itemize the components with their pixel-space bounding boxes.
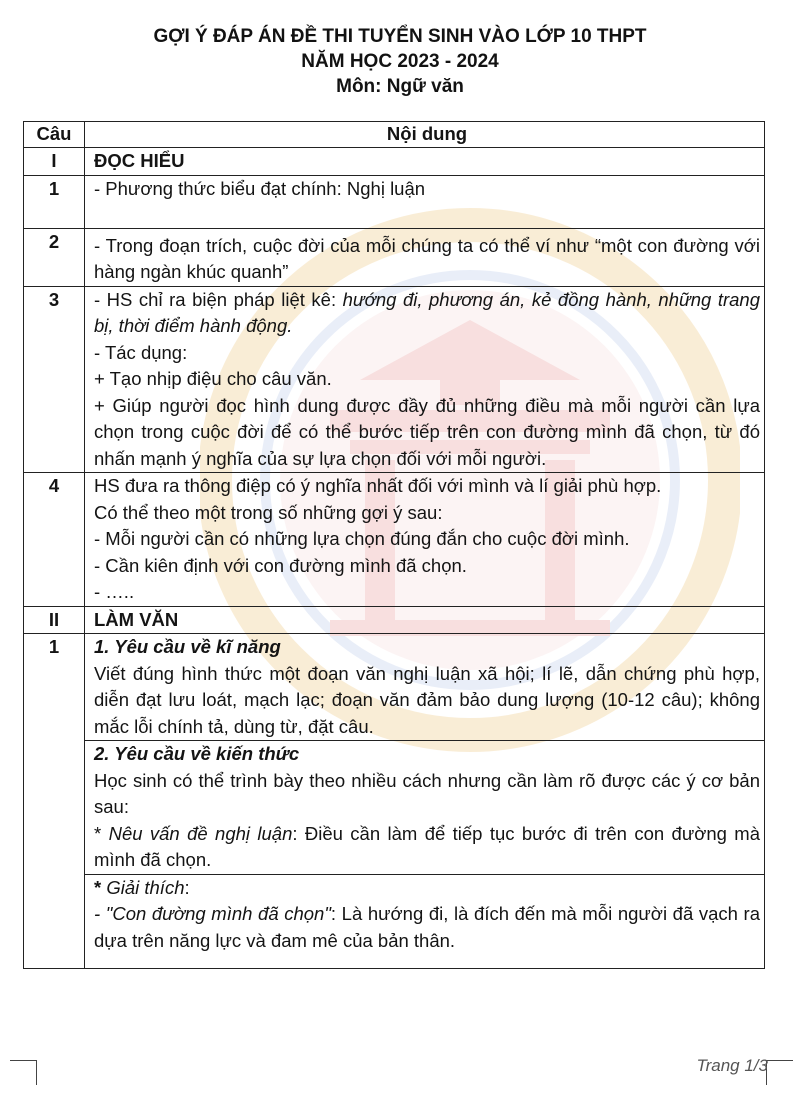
answer-cell	[85, 874, 765, 968]
quoted-phrase: - "Con đường mình đã chọn"	[94, 903, 331, 924]
answer-cell	[85, 286, 765, 473]
question-number: 1	[24, 175, 85, 228]
answer-text: - Phương thức biểu đạt chính: Nghị luận	[85, 175, 765, 228]
requirement-text: Học sinh có thể trình bày theo nhiều cách nhưng cần làm rõ được các ý cơ bản sau:	[94, 769, 760, 817]
page-header	[0, 24, 800, 99]
col-header-noi-dung: Nội dung	[85, 122, 765, 148]
effect-item: + Giúp người đọc hình dung được đầy đủ những điều mà mỗi người cần lựa chọn trong cuộc đời để có thể bước tiếp trên con đường mình đã chọn, từ đó nhấn mạnh ý nghĩa của sự lựa chọn đối với mỗi người.	[94, 394, 760, 469]
effect-heading: - Tác dụng:	[94, 341, 188, 363]
corner-crop-mark	[766, 1060, 793, 1085]
question-number: 4	[24, 473, 85, 607]
answer-line: HS đưa ra thông điệp có ý nghĩa nhất đối với mình và lí giải phù hợp.	[94, 475, 662, 496]
point-label: Giải thích	[106, 876, 185, 898]
answer-cell	[85, 634, 765, 741]
answer-table	[23, 121, 765, 969]
bullet-star: *	[94, 822, 109, 844]
section-title: ĐỌC HIỂU	[85, 148, 765, 176]
question-number: 2	[24, 228, 85, 286]
requirement-title: 2. Yêu cầu về kiến thức	[94, 743, 300, 764]
section-row-doc-hieu	[24, 148, 765, 176]
table-row-p1-skill	[24, 634, 765, 741]
answer-line: Có thể theo một trong số những gợi ý sau:	[94, 501, 443, 523]
table-row-q3	[24, 286, 765, 473]
school-year: NĂM HỌC 2023 - 2024	[301, 51, 499, 72]
bullet-star: *	[94, 876, 107, 898]
point-label: Nêu vấn đề nghị luận	[108, 822, 293, 844]
answer-cell	[85, 473, 765, 607]
point-text: : Là hướng đi, là đích đến mà mỗi người đã vạch ra dựa trên năng lực và đam mê của bản thân.	[94, 903, 761, 951]
table-row-q2	[24, 228, 765, 286]
section-row-lam-van	[24, 606, 765, 634]
answer-line: - Mỗi người cần có những lựa chọn đúng đắn cho cuộc đời mình.	[94, 528, 630, 549]
effect-item: + Tạo nhịp điệu cho câu văn.	[94, 368, 332, 389]
question-number: 3	[24, 286, 85, 473]
section-number: I	[24, 148, 85, 176]
table-row-p1-knowledge	[24, 741, 765, 875]
answer-line: - …..	[94, 581, 135, 602]
point-colon: :	[184, 876, 190, 898]
section-number: II	[24, 606, 85, 634]
answer-prefix: - HS chỉ ra biện pháp liệt kê:	[94, 288, 343, 310]
question-number: 1	[24, 634, 85, 969]
enumeration-list: hướng đi, phương án, kẻ đồng hành, những trang bị, thời điểm hành động.	[94, 288, 760, 336]
answer-line: - Cần kiên định với con đường mình đã chọn.	[94, 554, 467, 576]
corner-crop-mark	[10, 1060, 37, 1085]
col-header-cau: Câu	[24, 122, 85, 148]
table-header-row	[24, 122, 765, 148]
table-row-q1	[24, 175, 765, 228]
page-number: Trang 1/3	[696, 1056, 768, 1075]
table-row-p1-explain	[24, 874, 765, 968]
answer-cell	[85, 741, 765, 875]
exam-title: GỢI Ý ĐÁP ÁN ĐỀ THI TUYỂN SINH VÀO LỚP 10 THPT	[153, 26, 647, 47]
section-title: LÀM VĂN	[85, 606, 765, 634]
requirement-text: Viết đúng hình thức một đoạn văn nghị luận xã hội; lí lẽ, dẫn chứng phù hợp, diễn đạt lưu loát, mạch lạc; đoạn văn đảm bảo dung lượng (10-12 câu); không mắc lỗi chính tả, dùng từ, đặt câu.	[94, 662, 760, 737]
table-row-q4	[24, 473, 765, 607]
requirement-title: 1. Yêu cầu về kĩ năng	[94, 636, 281, 657]
point-text: : Điều cần làm để tiếp tục bước đi trên con đường mà mình đã chọn.	[94, 822, 760, 870]
answer-text: - Trong đoạn trích, cuộc đời của mỗi chúng ta có thể ví như “một con đường với hàng ngàn khúc quanh”	[85, 228, 765, 286]
subject: Môn: Ngữ văn	[336, 76, 464, 97]
